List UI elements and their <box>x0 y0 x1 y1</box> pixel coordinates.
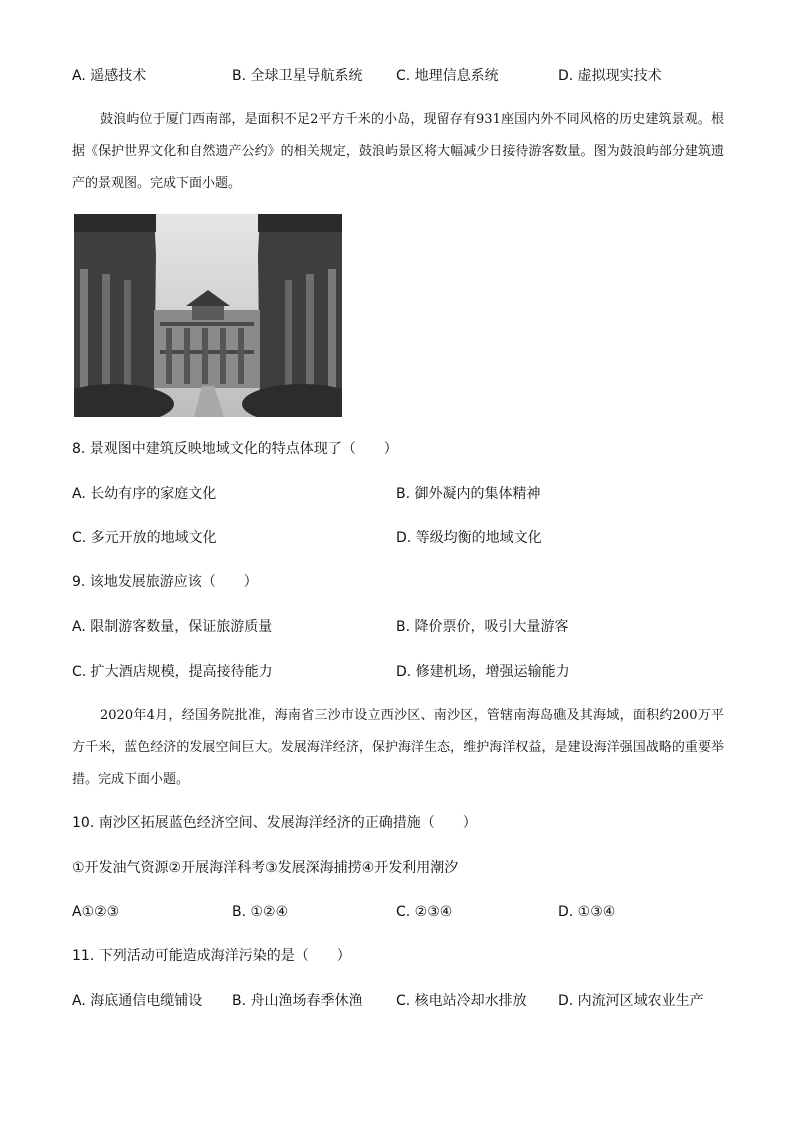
q10-options <box>72 902 722 922</box>
q11-option-c: C. 核电站冷却水排放 <box>396 993 527 1009</box>
q10-option-d: D. ①③④ <box>558 904 616 920</box>
q8-stem: 8. 景观图中建筑反映地域文化的特点体现了（ ） <box>72 441 398 457</box>
q7-option-a: A. 遥感技术 <box>72 68 147 84</box>
q9-stem: 9. 该地发展旅游应该（ ） <box>72 574 258 590</box>
q9-option-a: A. 限制游客数量，保证旅游质量 <box>72 619 273 635</box>
q7-option-d: D. 虚拟现实技术 <box>558 68 662 84</box>
q11-stem: 11. 下列活动可能造成海洋污染的是（ ） <box>72 948 351 964</box>
q9-option-c: C. 扩大酒店规模，提高接待能力 <box>72 664 273 680</box>
q11-options <box>72 991 722 1011</box>
passage-gulangyu <box>72 104 724 200</box>
q9-options-row2 <box>72 662 722 682</box>
q8-options-row1 <box>72 484 722 504</box>
q7-options <box>72 66 722 86</box>
q9-option-b: B. 降价票价，吸引大量游客 <box>396 619 569 635</box>
passage-gulangyu-text: 鼓浪屿位于厦门西南部，是面积不足2平方千米的小岛，现留存有931座国内外不同风格的历史建筑景观。根据《保护世界文化和自然遗产公约》的相关规定，鼓浪屿景区将大幅减少日接待游客数量。图为鼓浪屿部分建筑遗产的景观图。完成下面小题。 <box>72 112 724 191</box>
passage-sansha <box>72 700 724 796</box>
q8-options-row2 <box>72 528 722 548</box>
q10-option-b: B. ①②④ <box>232 904 289 920</box>
q10-items: ①开发油气资源②开展海洋科考③发展深海捕捞④开发利用潮汐 <box>72 860 459 876</box>
q10-option-a: A①②③ <box>72 904 120 920</box>
passage-sansha-text: 2020年4月，经国务院批准，海南省三沙市设立西沙区、南沙区，管辖南海岛礁及其海域，面积约200万平方千米，蓝色经济的发展空间巨大。发展海洋经济，保护海洋生态，维护海洋权益，是建设海洋强国战略的重要举措。完成下面小题。 <box>72 708 724 787</box>
q8-option-a: A. 长幼有序的家庭文化 <box>72 486 217 502</box>
q8-option-c: C. 多元开放的地域文化 <box>72 530 217 546</box>
q11-option-a: A. 海底通信电缆铺设 <box>72 993 203 1009</box>
q10-option-c: C. ②③④ <box>396 904 453 920</box>
q7-option-c: C. 地理信息系统 <box>396 68 499 84</box>
q11-option-b: B. 舟山渔场春季休渔 <box>232 993 363 1009</box>
q11-option-d: D. 内流河区域农业生产 <box>558 993 704 1009</box>
q8-option-d: D. 等级均衡的地域文化 <box>396 530 542 546</box>
q9-option-d: D. 修建机场，增强运输能力 <box>396 664 570 680</box>
q10-stem: 10. 南沙区拓展蓝色经济空间、发展海洋经济的正确措施（ ） <box>72 815 477 831</box>
q8-option-b: B. 御外凝内的集体精神 <box>396 486 541 502</box>
q7-option-b: B. 全球卫星导航系统 <box>232 68 363 84</box>
landscape-photo <box>74 214 342 417</box>
q9-options-row1 <box>72 617 722 637</box>
